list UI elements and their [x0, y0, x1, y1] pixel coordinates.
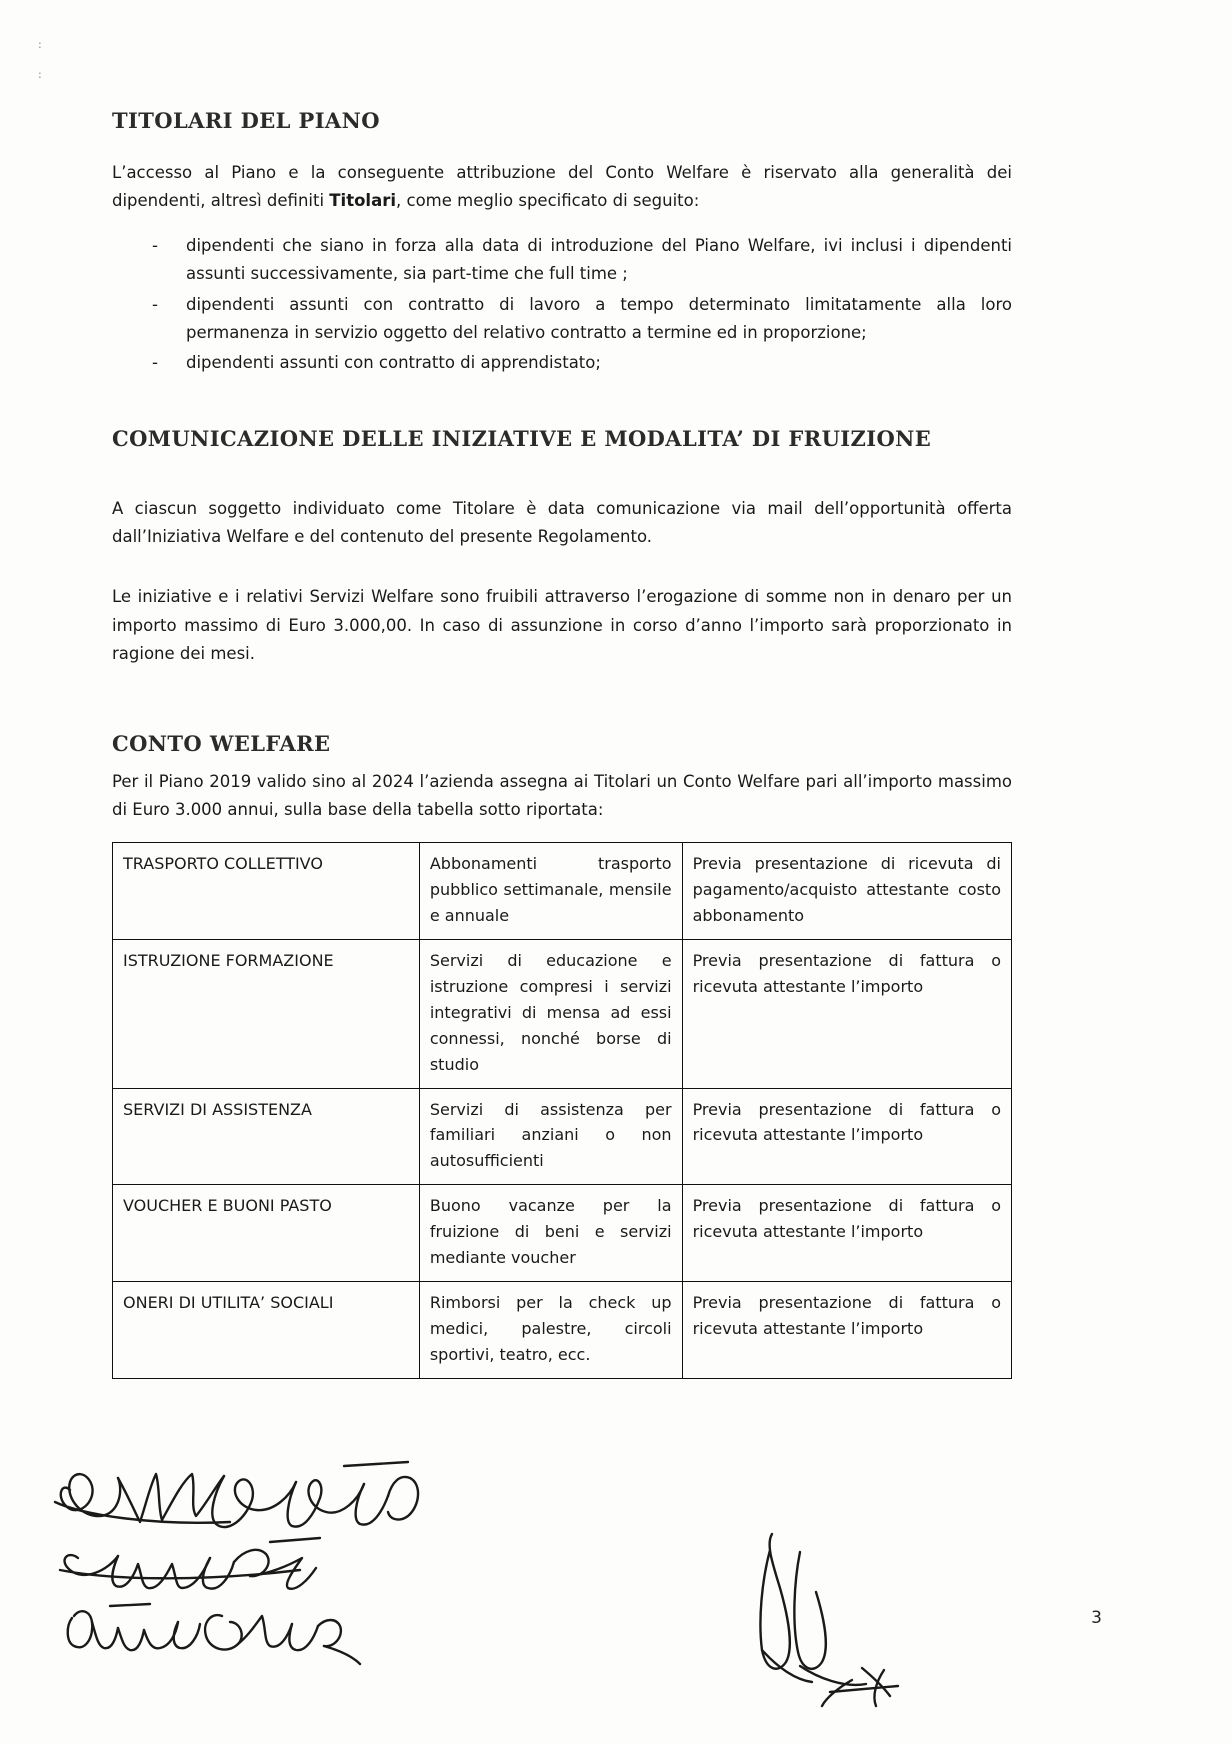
document-body [112, 108, 1012, 1379]
scan-artifact-second: : [38, 68, 42, 81]
list-item: - dipendenti che siano in forza alla data di introduzione del Piano Welfare, ivi inclusi i dipendenti assunti successivamente, sia part-time che full time ; [148, 232, 1012, 289]
table-cell-category: VOUCHER E BUONI PASTO [113, 1185, 420, 1282]
scan-artifact-top: : [38, 38, 42, 51]
table-cell-category: TRASPORTO COLLETTIVO [113, 843, 420, 940]
paragraph-titolari-bold: Titolari [329, 191, 397, 211]
table-cell-requirement: Previa presentazione di fattura o ricevuta attestante l’importo [682, 1088, 1011, 1185]
table-cell-requirement: Previa presentazione di fattura o ricevuta attestante l’importo [682, 1185, 1011, 1282]
paragraph-conto-welfare: Per il Piano 2019 valido sino al 2024 l’azienda assegna ai Titolari un Conto Welfare pari all’importo massimo di Euro 3.000 annui, sulla base della tabella sotto riportata: [112, 771, 1012, 819]
signature-area [0, 1430, 1232, 1710]
table-cell-description: Abbonamenti trasporto pubblico settimanale, mensile e annuale [419, 843, 682, 940]
table-row [113, 843, 1012, 940]
paragraph-titolari-intro-part1: L’accesso al Piano e la conseguente attribuzione del Conto Welfare è riservato alla generalità dei dipendenti, altresì definiti [112, 163, 1012, 211]
table-row [113, 1185, 1012, 1282]
table-cell-description: Buono vacanze per la fruizione di beni e servizi mediante voucher [419, 1185, 682, 1282]
list-item: - dipendenti assunti con contratto di lavoro a tempo determinato limitatamente alla loro permanenza in servizio oggetto del relativo contratto a termine ed in proporzione; [148, 291, 1012, 348]
table-cell-description: Rimborsi per la check up medici, palestre, circoli sportivi, teatro, ecc. [419, 1281, 682, 1378]
table-cell-requirement: Previa presentazione di ricevuta di pagamento/acquisto attestante costo abbonamento [682, 843, 1011, 940]
page-number: 3 [1091, 1608, 1102, 1628]
table-row [113, 1281, 1012, 1378]
signature-ink [0, 1430, 1232, 1710]
table-cell-requirement: Previa presentazione di fattura o ricevuta attestante l’importo [682, 1281, 1011, 1378]
table-cell-description: Servizi di educazione e istruzione compresi i servizi integrativi di mensa ad essi connessi, nonché borse di studio [419, 939, 682, 1088]
paragraph-comunicazione-2: Le iniziative e i relativi Servizi Welfare sono fruibili attraverso l’erogazione di somme non in denaro per un importo massimo di Euro 3.000,00. In caso di assunzione in corso d’anno l’importo sarà proporzionato in ragione dei mesi. [112, 587, 1012, 664]
welfare-benefits-table [112, 842, 1012, 1378]
paragraph-titolari-intro [112, 159, 1012, 216]
paragraph-titolari-intro-part2: , come meglio specificato di seguito: [396, 191, 700, 211]
titolari-bullet-list [112, 232, 1012, 378]
section-heading-conto-welfare: CONTO WELFARE [112, 730, 331, 756]
table-cell-requirement: Previa presentazione di fattura o ricevuta attestante l’importo [682, 939, 1011, 1088]
list-item: - dipendenti assunti con contratto di apprendistato; [148, 349, 1012, 377]
table-row [113, 939, 1012, 1088]
table-cell-description: Servizi di assistenza per familiari anziani o non autosufficienti [419, 1088, 682, 1185]
section-heading-titolari: TITOLARI DEL PIANO [112, 108, 380, 133]
paragraph-comunicazione-1: A ciascun soggetto individuato come Titolare è data comunicazione via mail dell’opportunità offerta dall’Iniziativa Welfare e del contenuto del presente Regolamento. [112, 498, 1012, 546]
table-cell-category: ONERI DI UTILITA’ SOCIALI [113, 1281, 420, 1378]
table-cell-category: ISTRUZIONE FORMAZIONE [113, 939, 420, 1088]
section-heading-comunicazione: COMUNICAZIONE DELLE INIZIATIVE E MODALITA’ DI FRUIZIONE [112, 425, 932, 451]
table-cell-category: SERVIZI DI ASSISTENZA [113, 1088, 420, 1185]
table-row [113, 1088, 1012, 1185]
